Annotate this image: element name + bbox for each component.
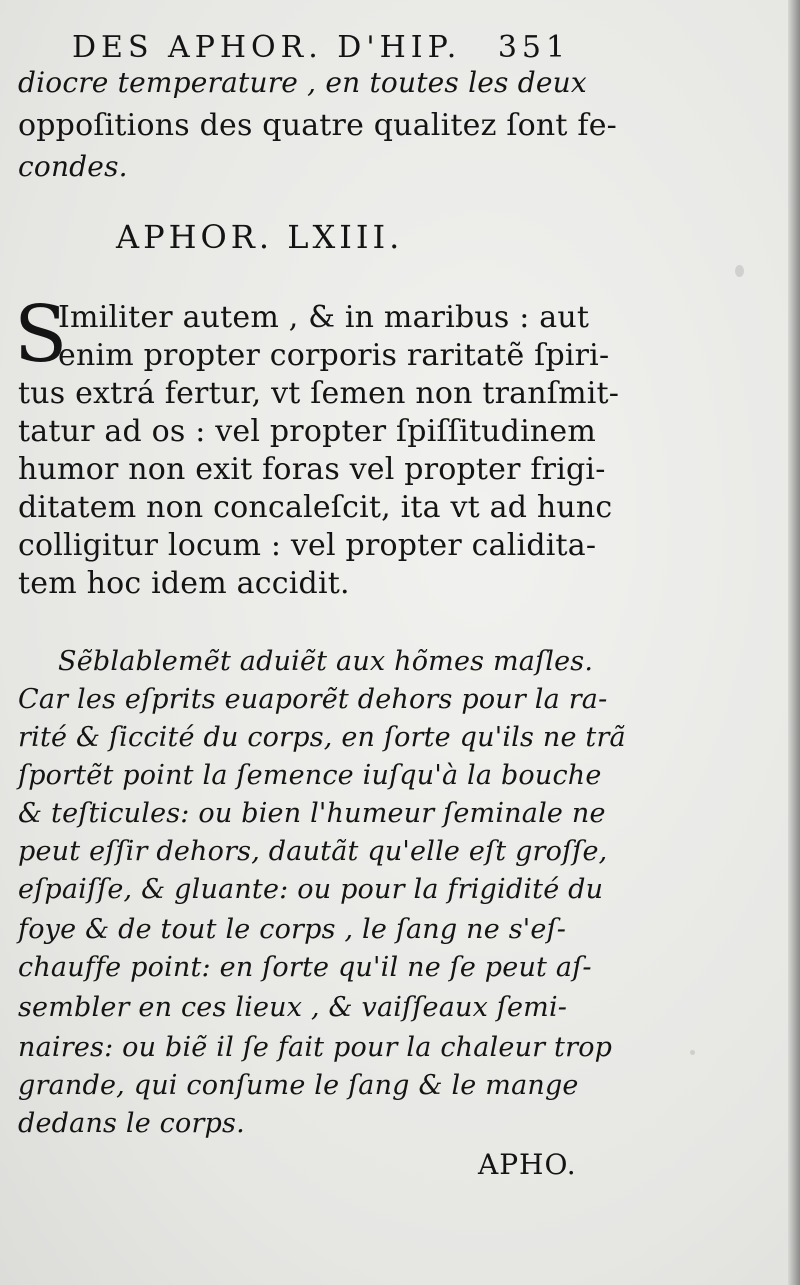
french-line: sembler en ces lieux , & vaiſſeaux ſemi- xyxy=(18,992,568,1023)
french-line: grande, qui conſume le ſang & le mange xyxy=(18,1070,579,1101)
continuation-line: condes. xyxy=(18,150,128,183)
french-line: & teſticules: ou bien l'humeur ſeminale ne xyxy=(18,798,606,829)
french-line: Sẽblablemẽt aduiẽt aux hõmes maſles. xyxy=(58,646,594,677)
french-line: ſportẽt point la ſemence iuſqu'à la bouche xyxy=(18,760,602,791)
running-title: DES APHOR. D'HIP. xyxy=(72,30,462,65)
french-line: dedans le corps. xyxy=(18,1108,245,1139)
french-line: foye & de tout le corps , le ſang ne s'eſ- xyxy=(18,914,567,945)
aphorism-heading: APHOR. LXIII. xyxy=(116,218,404,256)
page-edge-shadow xyxy=(788,0,800,1285)
latin-line: Imiliter autem , & in maribus : aut xyxy=(58,300,590,335)
french-line: rité & ſiccité du corps, en ſorte qu'ils ne trã xyxy=(18,722,626,753)
french-line: peut eſſir dehors, dautãt qu'elle eſt groſſe, xyxy=(18,836,608,867)
latin-line: tatur ad os : vel propter ſpiſſitudinem xyxy=(18,414,596,449)
french-line: chauffe point: en ſorte qu'il ne ſe peut aſ- xyxy=(18,952,592,983)
page-number: 351 xyxy=(497,30,571,65)
continuation-line: oppoſitions des quatre qualitez ſont fe- xyxy=(18,108,618,143)
latin-line: tus extrá fertur, vt ſemen non tranſmit- xyxy=(18,376,620,411)
latin-line: enim propter corporis raritatẽ ſpiri- xyxy=(58,338,610,373)
ink-smudge xyxy=(735,265,744,277)
latin-line: colligitur locum : vel propter calidita- xyxy=(18,528,597,563)
latin-line: tem hoc idem accidit. xyxy=(18,566,350,601)
continuation-line: diocre temperature , en toutes les deux xyxy=(18,66,587,99)
french-line: eſpaiſſe, & gluante: ou pour la frigidité du xyxy=(18,874,604,905)
latin-line: humor non exit foras vel propter frigi- xyxy=(18,452,606,487)
ink-smudge xyxy=(690,1050,695,1055)
running-header xyxy=(72,30,570,65)
latin-line: ditatem non concaleſcit, ita vt ad hunc xyxy=(18,490,613,525)
drop-cap: S xyxy=(14,290,68,380)
french-line: naires: ou biẽ il ſe fait pour la chaleur trop xyxy=(18,1032,613,1063)
catchword: APHO. xyxy=(478,1148,577,1181)
french-line: Car les eſprits euaporẽt dehors pour la ra- xyxy=(18,684,608,715)
